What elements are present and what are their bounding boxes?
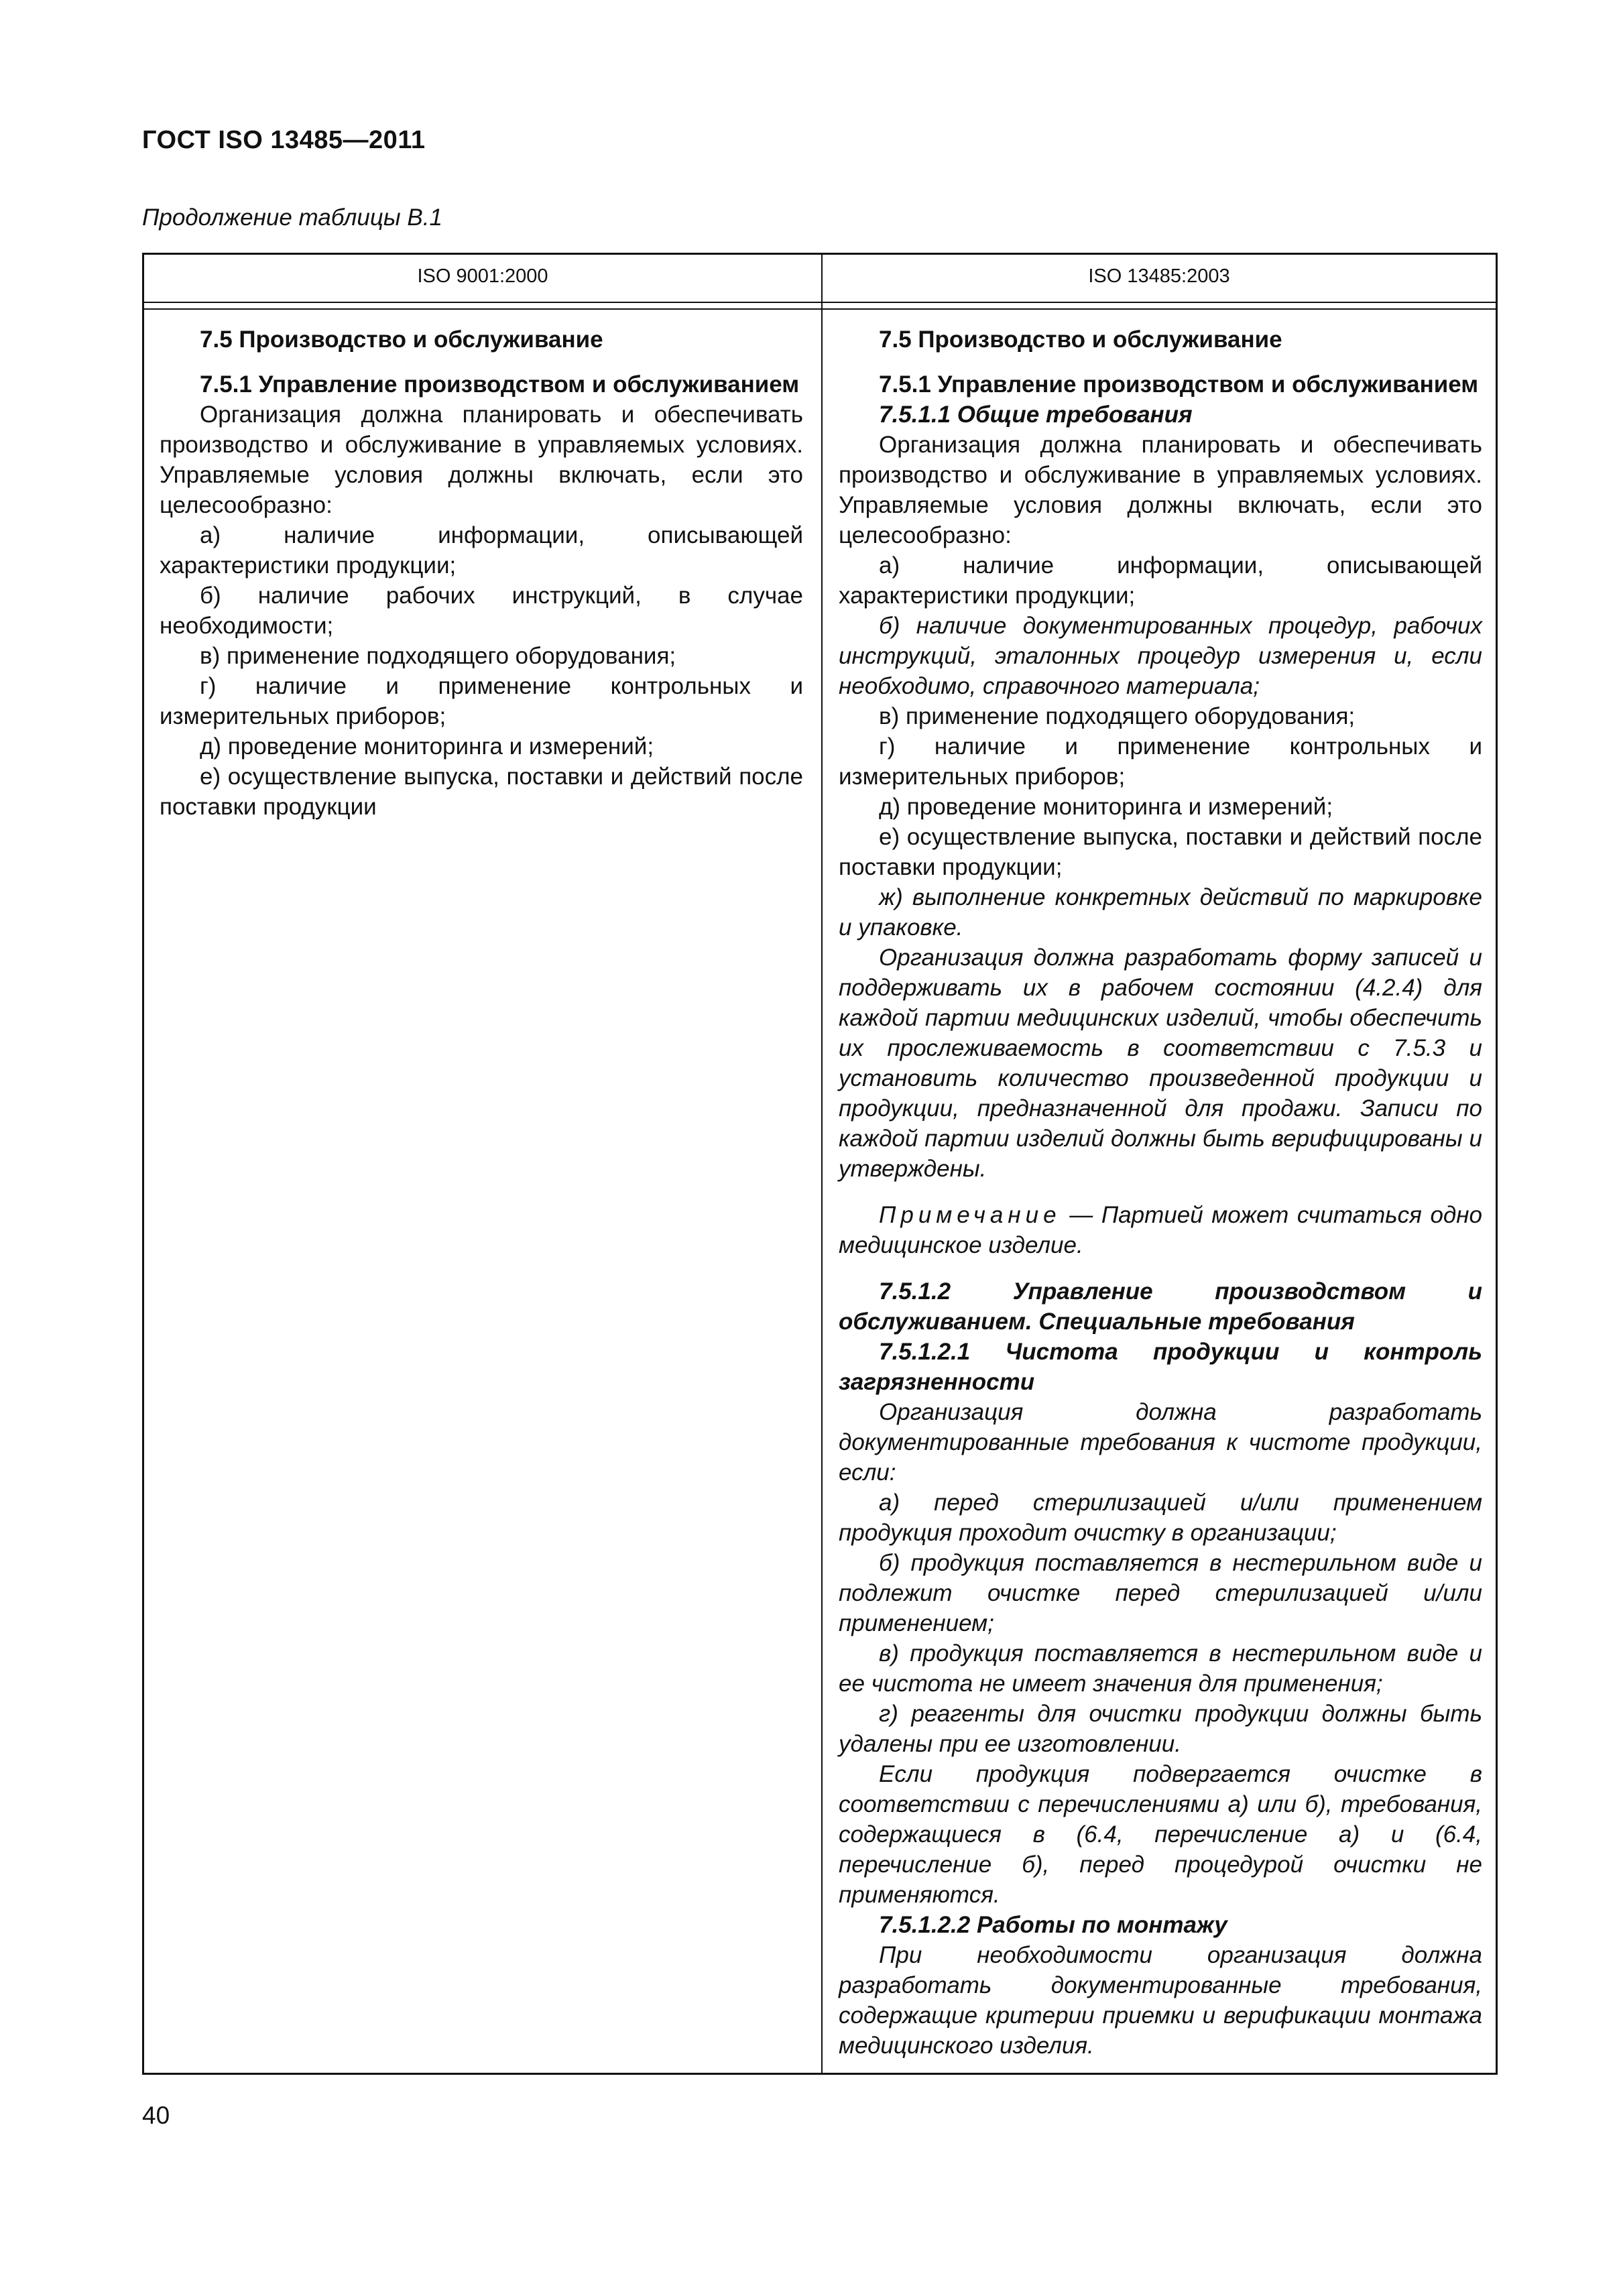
list-item: б) наличие документированных процедур, рабочих инструкций, эталонных процедур измерения и, если необходимо, справочного материала; [839,613,1482,699]
paragraph: Организация должна планировать и обеспечивать производство и обслуживание в управляемых условиях. Управляемые условия должны включать, если это целесообразно: [160,402,803,518]
paragraph: Организация должна планировать и обеспечивать производство и обслуживание в управляемых условиях. Управляемые условия должны включать, если это целесообразно: [839,432,1482,548]
column-divider [821,255,823,2073]
clause-heading: 7.5.1.2 Управление производством и обслуживанием. Специальные требования [839,1278,1482,1335]
clause-heading: 7.5.1.1 Общие требования [879,402,1193,428]
list-item: г) наличие и применение контрольных и измерительных приборов; [839,733,1482,790]
clause-heading: 7.5.1.2.1 Чистота продукции и контроль загрязненности [839,1339,1482,1395]
list-item: ж) выполнение конкретных действий по маркировке и упаковке. [839,884,1482,941]
list-item: а) наличие информации, описывающей характеристики продукции; [839,552,1482,609]
paragraph: При необходимости организация должна разработать документированные требования, содержащие критерии приемки и верификации монтажа медицинского изделия. [839,1942,1482,2059]
iso9001-cell [160,324,803,822]
list-item: е) осуществление выпуска, поставки и действий после поставки продукции [160,764,803,820]
paragraph: Организация должна разработать документированные требования к чистоте продукции, если: [839,1399,1482,1486]
list-item: б) продукция поставляется в нестерильном виде и подлежит очистке перед стерилизацией и/или применением; [839,1550,1482,1636]
list-item: д) проведение мониторинга и измерений; [200,733,654,760]
list-item: е) осуществление выпуска, поставки и действий после поставки продукции; [839,824,1482,880]
column-header-iso13485: ISO 13485:2003 [1088,265,1230,287]
section-heading: 7.5 Производство и обслуживание [200,326,603,353]
header-rule-bottom [144,308,1496,310]
section-heading: 7.5 Производство и обслуживание [879,326,1282,353]
paragraph: Организация должна разработать форму записей и поддерживать их в рабочем состоянии (4.2.4) для каждой партии медицинских изделий, чтобы обеспечить их прослеживаемость в соответствии с 7.5.3 и установить количество произведенной продукции и продукции, предназначенной для продажи. Записи по каждой партии изделий должны быть верифицированы и утверждены. [839,945,1482,1182]
list-item: г) наличие и применение контрольных и измерительных приборов; [160,673,803,729]
iso13485-cell [839,324,1482,2061]
list-item: в) продукция поставляется в нестерильном виде и ее чистота не имеет значения для применения; [839,1640,1482,1697]
list-item: а) перед стерилизацией и/или применением продукция проходит очистку в организации; [839,1490,1482,1546]
list-item: в) применение подходящего оборудования; [879,703,1356,729]
paragraph: Если продукция подвергается очистке в соответствии с перечислениями а) или б), требования, содержащиеся в (6.4, перечисление а) и (6.4, перечисление б), перед процедурой очистки не применяются. [839,1761,1482,1908]
note-label: Примечание [879,1202,1061,1228]
document-header: ГОСТ ISO 13485—2011 [142,126,426,154]
note [839,1200,1482,1260]
subsection-heading: 7.5.1 Управление производством и обслуживанием [879,371,1479,398]
header-rule-top [144,302,1496,303]
comparison-table [142,253,1498,2075]
clause-heading: 7.5.1.2.2 Работы по монтажу [879,1912,1227,1938]
subsection-heading: 7.5.1 Управление производством и обслуживанием [200,371,800,398]
note-text: — Партией может считаться одно медицинское изделие. [839,1202,1482,1258]
list-item: д) проведение мониторинга и измерений; [879,794,1333,820]
list-item: в) применение подходящего оборудования; [200,643,676,669]
list-item: б) наличие рабочих инструкций, в случае необходимости; [160,583,803,639]
list-item: а) наличие информации, описывающей характеристики продукции; [160,522,803,579]
list-item: г) реагенты для очистки продукции должны быть удалены при ее изготовлении. [839,1701,1482,1757]
column-header-iso9001: ISO 9001:2000 [417,265,548,287]
table-caption: Продолжение таблицы В.1 [142,204,442,231]
page-number: 40 [142,2102,170,2129]
